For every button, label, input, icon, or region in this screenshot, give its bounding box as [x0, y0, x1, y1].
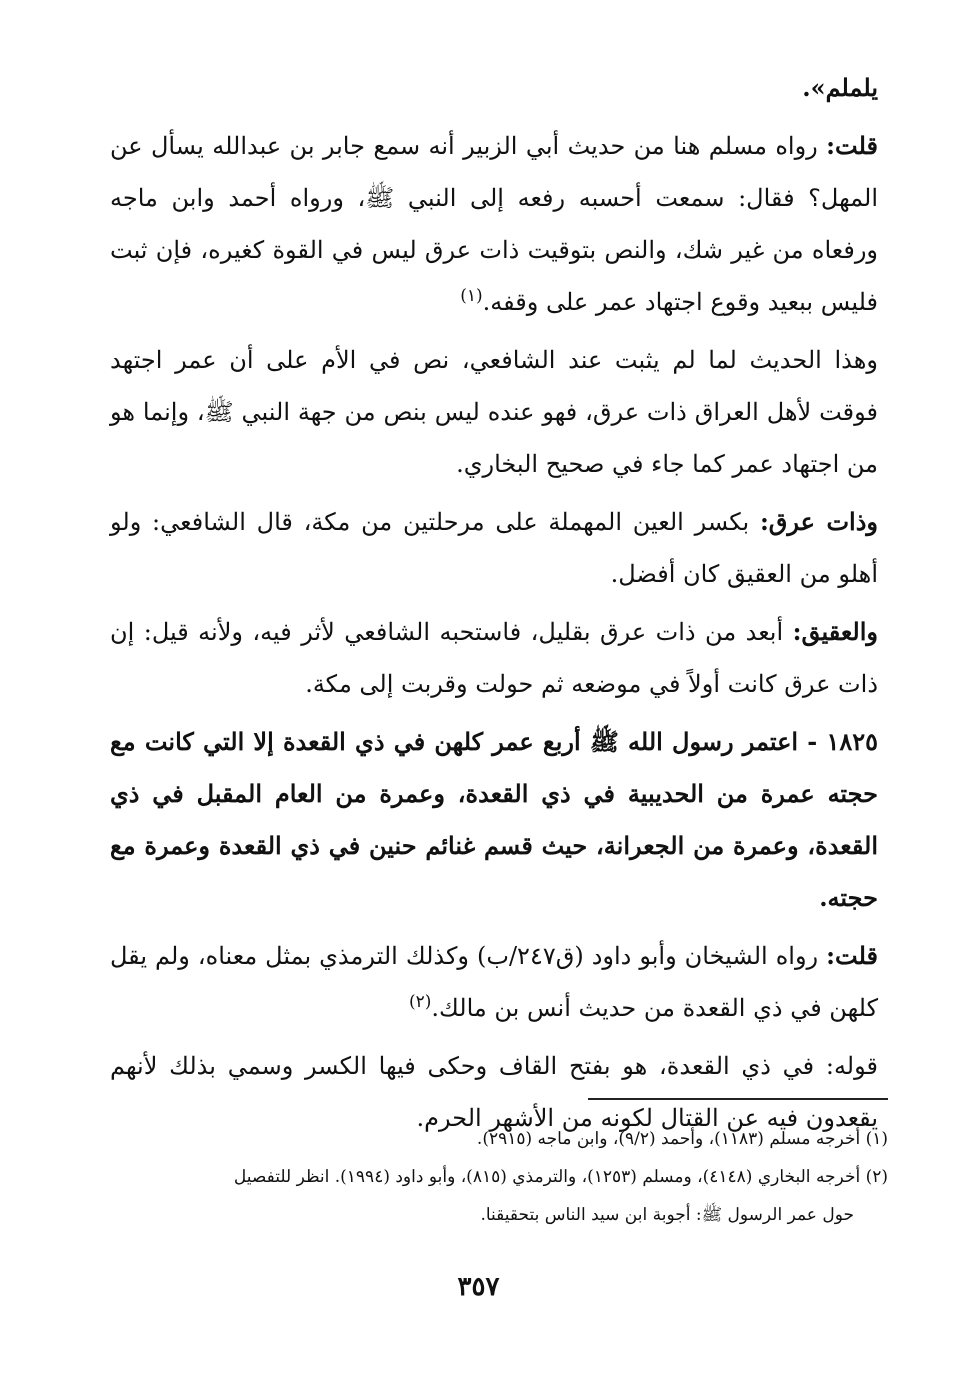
paragraph-opening-fragment [110, 62, 878, 114]
page-body [110, 62, 878, 1150]
paragraph-shafii-discussion [110, 334, 878, 490]
hadith-text: ١٨٢٥ - اعتمر رسول الله ﷺ أربع عمر كلهن في ذي القعدة إلا التي كانت مع حجته عمرة من الحديبية في ذي القعدة، وعمرة من العام المقبل في ذي القعدة، وعمرة من الجعرانة، حيث قسم غنائم حنين في ذي القعدة وعمرة مع حجته. [110, 727, 879, 912]
paragraph-dhat-irq [110, 496, 878, 600]
paragraph-aqiq [110, 606, 878, 710]
footnotes [110, 1120, 888, 1234]
paragraph-lead-dhat-irq: وذات عرق: [759, 507, 879, 536]
footnote-2-continuation: حول عمر الرسول ﷺ: أجوبة ابن سيد الناس بتحقيقنا. [480, 1205, 854, 1225]
paragraph-text: وهذا الحديث لما لم يثبت عند الشافعي، نص في الأم على أن عمر اجتهد فوقت لأهل العراق ذات عرق، فهو عنده ليس بنص من جهة النبي ﷺ، وإنما هو من اجتهاد عمر كما جاء في صحيح البخاري. [110, 346, 878, 478]
footnote-2: (٢) أخرجه البخاري (٤١٤٨)، ومسلم (١٢٥٣)، والترمذي (٨١٥)، وأبو داود (١٩٩٤). انظر للتفصيل [233, 1167, 888, 1187]
paragraph-text: قوله: في ذي القعدة، هو بفتح القاف وحكى فيها الكسر وسمي بذلك لأنهم يقعدون فيه عن القتال لكونه من الأشهر الحرم. [110, 1052, 878, 1132]
hadith-1825 [110, 716, 878, 924]
footnote-divider [588, 1098, 888, 1100]
paragraph-lead-qult: قلت: [826, 941, 878, 970]
paragraph-lead-qult: قلت: [826, 131, 878, 160]
footnote-reference-1: (١) [460, 286, 483, 306]
opening-fragment-text: يلملم». [802, 73, 878, 102]
paragraph-text: رواه مسلم هنا من حديث أبي الزبير أنه سمع جابر بن عبدالله يسأل عن المهل؟ فقال: سمعت أحسبه رفعه إلى النبي ﷺ، ورواه أحمد وابن ماجه ورفعاه من غير شك، والنص بتوقيت ذات عرق ليس في القوة كغيره، فإن ثبت فليس ببعيد وقوع اجتهاد عمر على وقفه. [110, 132, 878, 316]
paragraph-lead-aqiq: والعقيق: [792, 617, 878, 646]
paragraph-commentary-1 [110, 120, 878, 328]
footnote-reference-2: (٢) [408, 992, 432, 1012]
paragraph-text: أبعد من ذات عرق بقليل، فاستحبه الشافعي لأثر فيه، ولأنه قيل: إن ذات عرق كانت أولاً في موضعه ثم حولت وقربت إلى مكة. [110, 618, 878, 698]
paragraph-text: رواه الشيخان وأبو داود (ق٢٤٧/ب) وكذلك الترمذي بمثل معناه، ولم يقل كلهن في ذي القعدة من حديث أنس بن مالك. [110, 942, 878, 1022]
footnote-1: (١) أخرجه مسلم (١١٨٣)، وأحمد (٩/٢)، وابن ماجه (٢٩١٥). [476, 1129, 888, 1149]
paragraph-commentary-2 [110, 930, 878, 1034]
paragraph-text: بكسر العين المهملة على مرحلتين من مكة، قال الشافعي: ولو أهلو من العقيق كان أفضل. [110, 508, 878, 588]
page-number: ٣٥٧ [457, 1272, 500, 1302]
